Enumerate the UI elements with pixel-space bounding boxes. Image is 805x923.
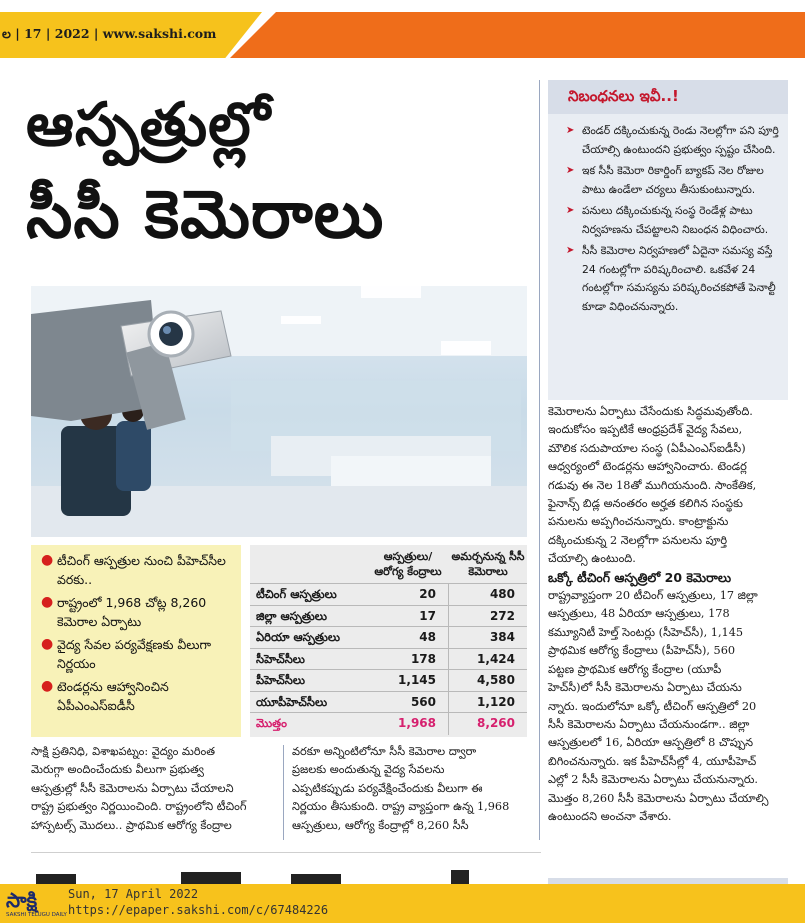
- article-line: చేయాల్సి ఉంటుంది.: [548, 552, 636, 566]
- sakshi-logo: [6, 888, 67, 920]
- article-line: దక్కించుకున్న 2 నెలల్లోగా పనులను పూర్తి: [548, 533, 728, 547]
- row-label: పీహెచ్‌సీలు: [256, 673, 306, 687]
- sidebar-header: [548, 80, 788, 114]
- row-label: ఏరియా ఆస్పత్రులు: [256, 630, 340, 644]
- article-line: సాక్షి ప్రతినిధి, విశాఖపట్నం: వైద్యం మరింత: [31, 745, 216, 758]
- total-label: మొత్తం: [256, 716, 287, 730]
- article-column-3: [548, 403, 788, 826]
- sidebar-point: [566, 202, 784, 239]
- row-cameras: 480: [489, 587, 515, 601]
- next-article-headline-fragment: [31, 860, 541, 884]
- row-cameras: 1,120: [477, 694, 515, 709]
- article-line: ఆస్పత్రులలో 16, ఏరియా ఆస్పత్రిలో 8 చొప్పున: [548, 736, 754, 750]
- edition-line: ల | 17 | 2022 | www.sakshi.com: [2, 26, 217, 41]
- sidebar-point-text: ఇక సీసీ కెమెరా రికార్డింగ్ బ్యాకప్ నెల రోజుల పాటు ఉండేలా చర్యలు తీసుకుంటున్నారు.: [582, 164, 764, 196]
- article-line: వరకూ అన్నింటిలోనూ సీసీ కెమెరాల ద్వారా: [292, 745, 477, 758]
- article-line: ఉంటుందని అంచనా వేశారు.: [548, 809, 672, 823]
- row-cameras: 384: [489, 630, 515, 644]
- sidebar-point: [566, 162, 784, 199]
- article-line: మొత్తం 8,260 సీసీ కెమెరాలను ఏర్పాటు చేయాల్సి: [548, 791, 769, 805]
- article-line: నిర్ణయం తీసుకుంది. రాష్ట్ర వ్యాప్తంగా ఉన్న 1,968: [292, 800, 510, 814]
- row-count: 560: [410, 694, 436, 709]
- article-line: ఆస్పత్రులు, 48 ఏరియా ఆస్పత్రులు, 178: [548, 607, 730, 621]
- headline-line-1: ఆస్పత్రుల్లో: [26, 90, 271, 160]
- article-line: మెరుగ్గా అందించేందుకు వీలుగా ప్రభుత్వ: [31, 763, 204, 777]
- table-row: [250, 648, 527, 670]
- sidebar-point-text: సీసీ కెమెరాల నిర్వహణలో ఏదైనా సమస్య వస్తే 24 గంటల్లోగా పరిష్కరించాలి. ఒకవేళ 24 గంటల్లోగా సమస్యను పరిష్కరించకపోతే పెనాల్టీ కూడా విధించనున్నారు.: [582, 244, 776, 313]
- arrow-bullet-icon: ➤: [566, 165, 575, 176]
- row-count: 17: [419, 608, 436, 623]
- article-line: రాష్ట్రవ్యాప్తంగా 20 టీచింగ్ ఆస్పత్రులు, 17 జిల్లా: [548, 589, 758, 603]
- cctv-camera-hospital-photo: [31, 286, 527, 537]
- bullet-icon: ●: [41, 636, 54, 652]
- row-count: 20: [419, 587, 436, 601]
- table-row: [250, 669, 527, 691]
- highlight-item: [41, 677, 235, 715]
- highlight-text: టెండర్లను ఆహ్వానించిన ఏపీఎంఎస్ఐడీసీ: [57, 679, 169, 713]
- masthead-band: [0, 12, 805, 58]
- row-count: 178: [410, 651, 436, 666]
- sidebar-point-text: టెండర్ దక్కించుకున్న రెండు నెలల్లోగా పని పూర్తి చేయాల్సి ఉంటుందని ప్రభుత్వం స్పష్టం చేసింది.: [582, 124, 779, 156]
- highlight-text: వైద్య సేవల పర్యవేక్షణకు వీలుగా నిర్ణయం: [57, 637, 211, 671]
- article-line: ఆధ్వర్యంలో టెండర్లను ఆహ్వానించారు. టెండర్ల: [548, 460, 747, 474]
- article-line: పట్టణ ప్రాథమిక ఆరోగ్య కేంద్రాల (యూపీ: [548, 662, 722, 676]
- row-label: యూపీహెచ్‌సీలు: [256, 694, 328, 709]
- table-row: [250, 691, 527, 713]
- column-header-facilities: ఆస్పత్రులు/ ఆరోగ్య కేంద్రాలు: [374, 550, 442, 578]
- footer-url[interactable]: https://epaper.sakshi.com/c/67484226: [68, 903, 329, 917]
- table-total-row: [250, 712, 527, 734]
- article-line: ఎప్పటికప్పుడు పర్యవేక్షించేందుకు వీలుగా ఈ: [292, 781, 483, 795]
- article-line: హెచ్‌సీ)లో సీసీ కెమెరాలను ఏర్పాటు చేయను: [548, 681, 742, 695]
- bullet-icon: ●: [41, 552, 54, 568]
- article-column-2: [292, 743, 532, 835]
- table-row: [250, 605, 527, 627]
- row-cameras: 1,424: [477, 651, 515, 666]
- row-cameras: 272: [489, 608, 515, 623]
- article-line: పనులను అప్పగించనున్నారు. కాంట్రాక్టును: [548, 515, 729, 529]
- article-line: ఎల్లో 2 సీసీ కెమెరాలను ఏర్పాటు చేయనున్నారు.: [548, 773, 759, 787]
- article-line: ఫైనాన్స్ బిడ్ల అనంతరం అర్హత కలిగిన సంస్థకు: [548, 497, 743, 511]
- bullet-icon: ●: [41, 594, 54, 610]
- footer-date: Sun, 17 April 2022: [68, 887, 199, 901]
- arrow-bullet-icon: ➤: [566, 125, 575, 136]
- arrow-bullet-icon: ➤: [566, 205, 575, 216]
- cameras-table: [250, 545, 527, 737]
- article-line: బిగించనున్నారు. ఇక పీహెచ్‌సీల్లో 4, యూపీహెచ్: [548, 754, 757, 768]
- sidebar-point: [566, 122, 784, 159]
- sidebar-title: నిబంధనలు ఇవీ..!: [568, 87, 679, 105]
- row-label: టీచింగ్ ఆస్పత్రులు: [256, 587, 337, 601]
- article-line: ప్రజలకు అందుతున్న వైద్య సేవలను: [292, 763, 445, 777]
- logo-text: సాక్షి: [6, 888, 38, 912]
- article-column-1: [31, 743, 281, 835]
- article-line: గడువు ఈ నెల 18తో ముగియనుంది. సాంకేతిక,: [548, 478, 757, 492]
- footer-bar: [0, 884, 805, 923]
- article-line: ఆస్పత్రుల్లో సీసీ కెమెరాలను ఏర్పాటు చేయాలని: [31, 781, 234, 795]
- column-rule: [283, 745, 284, 840]
- highlight-item: [41, 593, 235, 631]
- footer-meta: [68, 886, 328, 918]
- row-cameras: 4,580: [477, 673, 515, 687]
- arrow-bullet-icon: ➤: [566, 245, 575, 256]
- sidebar-point-text: పనులు దక్కించుకున్న సంస్థ రెండేళ్ల పాటు నిర్వహణను చేపట్టాలని నిబంధన విధించారు.: [582, 204, 769, 236]
- highlight-item: [41, 551, 235, 589]
- section-rule: [31, 852, 541, 853]
- total-cameras: 8,260: [477, 716, 515, 730]
- highlight-text: టీచింగ్ ఆస్పత్రుల నుంచి పీహెచ్‌సీల వరకు..: [57, 553, 226, 587]
- article-line: సీసీ కెమెరాలను ఏర్పాటు చేయనుండగా.. జిల్లా: [548, 717, 750, 731]
- total-count: 1,968: [398, 716, 436, 730]
- sidebar-points: [566, 122, 784, 319]
- article-line: హాస్పటల్స్ మొదలు.. ప్రాథమిక ఆరోగ్య కేంద్రాల: [31, 818, 232, 832]
- column-rule: [539, 80, 540, 840]
- table-row: [250, 626, 527, 648]
- article-line: కమ్యూనిటీ హెల్త్ సెంటర్లు (సీహెచ్‌సీ), 1,145: [548, 625, 744, 639]
- article-line: మౌలిక సదుపాయాల సంస్థ (ఏపీఎంఎస్ఐడీసీ): [548, 441, 746, 455]
- article-line: న్నారు. ఇందులోనూ ఒక్కో టీచింగ్ ఆస్పత్రిలో 20: [548, 699, 757, 713]
- logo-subtitle: SAKSHI TELUGU DAILY: [6, 912, 67, 918]
- bullet-icon: ●: [41, 678, 54, 694]
- highlights-box: [31, 545, 241, 737]
- rules-sidebar: [548, 80, 788, 400]
- row-count: 1,145: [398, 673, 436, 687]
- row-label: జిల్లా ఆస్పత్రులు: [256, 608, 327, 623]
- sidebar-point: [566, 242, 784, 316]
- article-line: ఆస్పత్రులు, ఆరోగ్య కేంద్రాల్లో 8,260 సీసీ: [292, 818, 469, 832]
- article-line: రాష్ట్ర ప్రభుత్వం నిర్ణయించింది. రాష్ట్రంలోని టీచింగ్: [31, 800, 247, 814]
- table-row: [250, 583, 527, 605]
- highlight-item: [41, 635, 235, 673]
- article-line: ప్రాథమిక ఆరోగ్య కేంద్రాలు (పీహెచ్‌సీ), 560: [548, 644, 736, 658]
- column-header-cameras: అమర్చనున్న సీసీ కెమెరాలు: [451, 550, 525, 578]
- row-count: 48: [419, 630, 436, 644]
- headline-line-2: సీసీ కెమెరాలు: [26, 176, 385, 253]
- row-label: సీహెచ్‌సీలు: [256, 651, 305, 666]
- subheading: ఒక్కో టీచింగ్ ఆస్పత్రిలో 20 కెమెరాలు: [548, 569, 732, 585]
- masthead-orange-strip: [230, 12, 805, 58]
- table-header: [250, 549, 527, 583]
- article-line: ఇందుకోసం ఇప్పటికే ఆంధ్రప్రదేశ్ వైద్య సేవలు,: [548, 423, 743, 437]
- article-line: కెమెరాలను ఏర్పాటు చేసేందుకు సిద్ధమవుతోంది.: [548, 405, 753, 418]
- highlight-text: రాష్ట్రంలో 1,968 చోట్ల 8,260 కెమెరాల ఏర్పాటు: [57, 595, 207, 629]
